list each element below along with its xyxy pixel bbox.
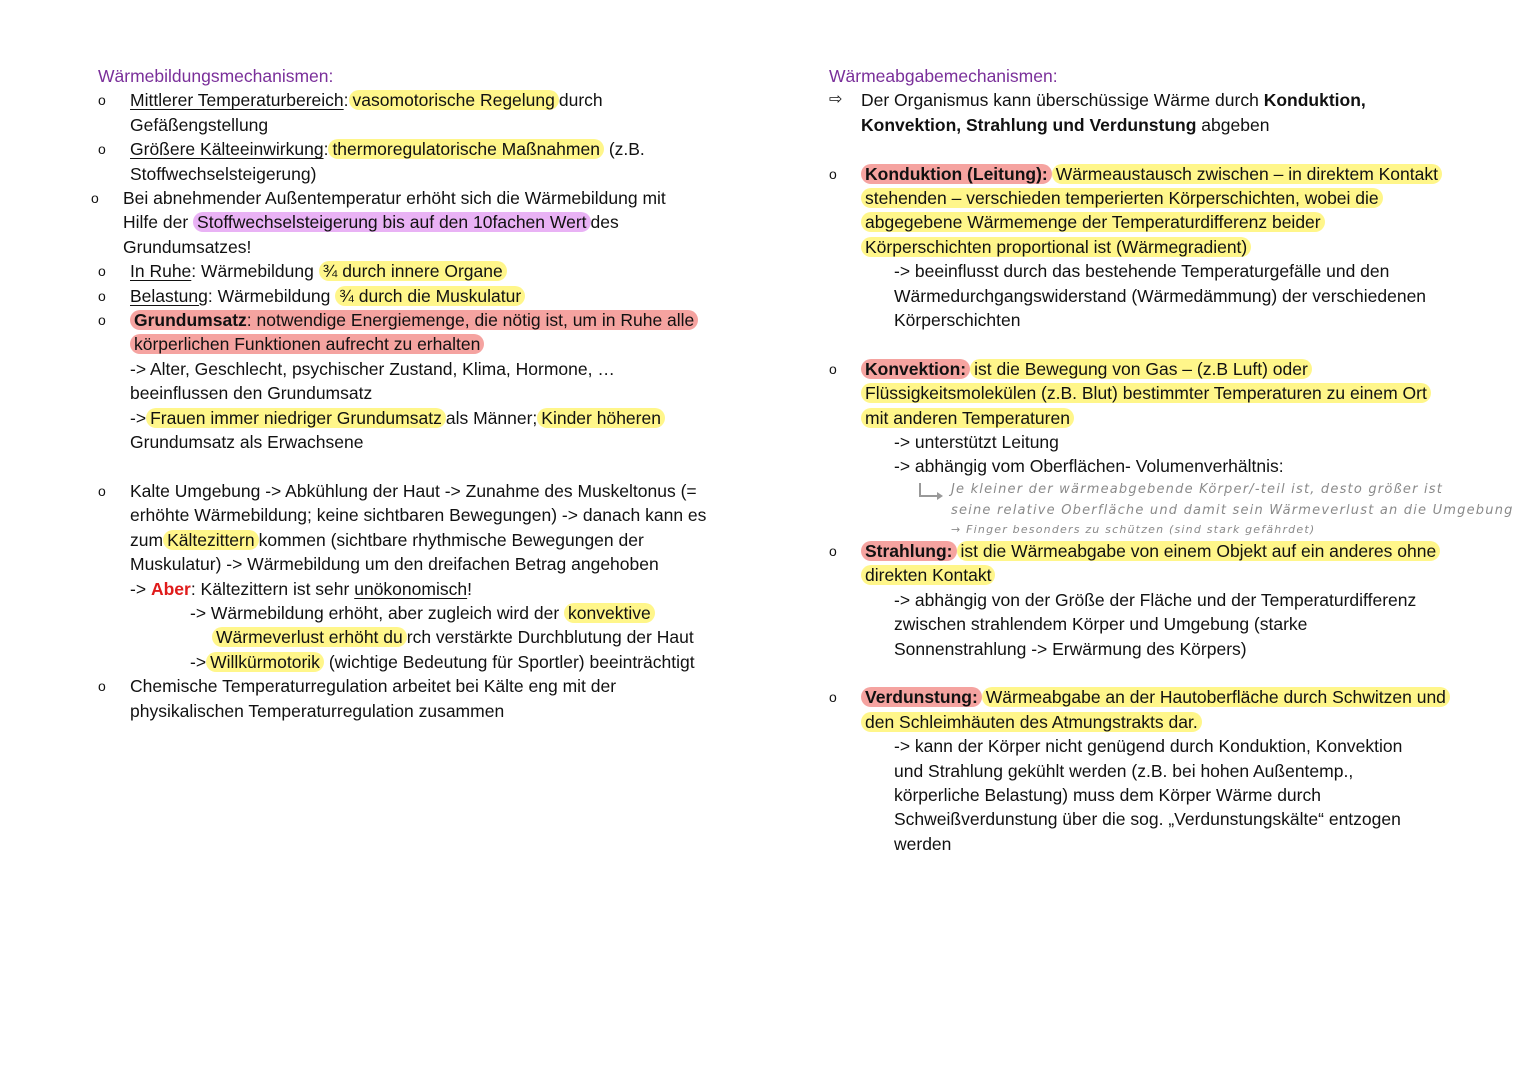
text: ! — [467, 578, 472, 599]
right-column — [829, 64, 1519, 856]
list-item-convection — [829, 357, 1519, 430]
term: Konvektion, Strahlung und Verdunstung — [861, 114, 1197, 135]
list-item-mid-temp — [98, 88, 758, 137]
spacer — [829, 661, 1519, 685]
highlight: abgegebene Wärmemenge der Temperaturdifferenz beider — [861, 212, 1325, 232]
term-highlight-red: Konvektion: — [861, 359, 970, 379]
list-item-cold-environment — [98, 479, 758, 674]
list-item-outside-temp — [91, 186, 758, 259]
hook-arrow-icon — [919, 483, 937, 497]
text: als Männer; — [445, 407, 538, 428]
text: beeinflussen den Grundumsatz — [130, 383, 373, 404]
text: -> kann der Körper nicht genügend durch Konduktion, Konvektion — [894, 736, 1403, 757]
bullet: o — [98, 287, 106, 304]
text: (z.B. — [608, 139, 645, 160]
highlight: mit anderen Temperaturen — [861, 408, 1074, 428]
text: -> Alter, Geschlecht, psychischer Zustand, Klima, Hormone, … — [130, 358, 615, 379]
highlight: direkten Kontakt — [861, 565, 995, 585]
arrow-icon: ⇨ — [829, 91, 843, 109]
term: Mittlerer Temperaturbereich — [130, 90, 344, 111]
text: Hilfe der — [123, 212, 189, 233]
text: durch — [558, 90, 603, 111]
bullet: o — [829, 360, 837, 377]
list-item-rest — [98, 259, 758, 283]
text: Körperschichten — [894, 310, 1021, 331]
bullet: o — [98, 141, 106, 158]
text: : — [343, 90, 349, 111]
text: -> unterstützt Leitung — [894, 432, 1059, 453]
highlight: vasomotorische Regelung — [349, 90, 559, 110]
text: abgeben — [1201, 114, 1270, 135]
text: rch verstärkte Durchblutung der Haut — [406, 627, 694, 648]
highlight: Kältezittern — [163, 530, 259, 550]
highlight: ¾ durch innere Organe — [319, 261, 507, 281]
list-item-chemical — [98, 674, 758, 723]
text: Stoffwechselsteigerung) — [130, 163, 317, 184]
bullet: o — [98, 482, 106, 499]
text: : — [323, 139, 329, 160]
list-item-cold — [98, 137, 758, 186]
text: Bei abnehmender Außentemperatur erhöht sich die Wärmebildung mit — [123, 188, 666, 209]
term: unökonomisch — [354, 578, 468, 599]
highlight: stehenden – verschieden temperierten Körperschichten, wobei die — [861, 188, 1383, 208]
bullet: o — [829, 165, 837, 182]
term: In Ruhe — [130, 261, 192, 282]
text: körperliche Belastung) muss dem Körper Wärme durch — [894, 784, 1321, 805]
text: und Strahlung gekühlt werden (z.B. bei hohen Außentemp., — [894, 760, 1354, 781]
bullet: o — [829, 542, 837, 559]
highlight: Willkürmotorik — [206, 652, 324, 672]
handwritten-text: → Finger besonders zu schützen (sind stark gefährdet) — [951, 522, 1316, 536]
highlight: Körperschichten proportional ist (Wärmegradient) — [861, 237, 1251, 257]
term-highlight-red: Konduktion (Leitung): — [861, 164, 1052, 184]
text: Sonnenstrahlung -> Erwärmung des Körpers) — [894, 638, 1247, 659]
handwritten-text: Je kleiner der wärmeabgebende Körper/-teil ist, desto größer ist — [951, 481, 1444, 497]
text: Muskulatur) -> Wärmebildung um den dreifachen Betrag angehoben — [130, 554, 659, 575]
text: -> — [190, 651, 207, 672]
text: werden — [894, 833, 952, 854]
left-column — [91, 64, 758, 723]
text: -> beeinflusst durch das bestehende Temperaturgefälle und den — [894, 261, 1390, 282]
text: Gefäßengstellung — [130, 114, 269, 135]
highlight-red: körperlichen Funktionen aufrecht zu erhalten — [130, 334, 484, 354]
bullet: o — [829, 689, 837, 706]
text: Wärmedurchgangswiderstand (Wärmedämmung) der verschiedenen — [894, 285, 1427, 306]
text: -> abhängig vom Oberflächen- Volumenverhältnis: — [894, 456, 1284, 477]
term: Grundumsatz — [134, 310, 247, 331]
text: : Kältezittern ist sehr — [190, 578, 350, 599]
text: : Wärmebildung — [207, 285, 331, 306]
list-item-evaporation — [829, 685, 1519, 734]
bullet: o — [91, 190, 99, 207]
highlight-purple: Stoffwechselsteigerung bis auf den 10fachen Wert — [193, 212, 590, 232]
heat-production-heading: Wärmebildungsmechanismen: — [98, 66, 334, 86]
heat-loss-heading: Wärmeabgabemechanismen: — [829, 66, 1058, 86]
text: Schweißverdunstung über die sog. „Verdunstungskälte“ entzogen — [894, 809, 1401, 830]
highlight: Wärmeabgabe an der Hautoberfläche durch Schwitzen und — [982, 687, 1450, 707]
bullet: o — [98, 312, 106, 329]
highlight: ¾ durch die Muskulatur — [335, 286, 525, 306]
text: (wichtige Bedeutung für Sportler) beeinträchtigt — [328, 651, 695, 672]
text: erhöhte Wärmebildung; keine sichtbaren Bewegungen) -> danach kann es — [130, 505, 707, 526]
emphasis-red: Aber — [150, 578, 191, 599]
highlight: Kinder höheren — [537, 408, 665, 428]
highlight: Frauen immer niedriger Grundumsatz — [146, 408, 446, 428]
intro-item — [829, 88, 1519, 137]
list-item-conduction — [829, 162, 1519, 260]
highlight: den Schleimhäuten des Atmungstrakts dar. — [861, 712, 1202, 732]
text: physikalischen Temperaturregulation zusammen — [130, 700, 505, 721]
list-item-radiation — [829, 539, 1519, 588]
list-item-basal-rate — [98, 308, 758, 454]
highlight: ist die Bewegung von Gas – (z.B Luft) oder — [970, 359, 1312, 379]
text: : Wärmebildung — [191, 261, 314, 282]
highlight: Wärmeaustausch zwischen – in direktem Kontakt — [1052, 164, 1442, 184]
bullet: o — [98, 263, 106, 280]
term: Belastung — [130, 285, 208, 306]
text: -> — [130, 578, 147, 599]
text: zum — [130, 529, 164, 550]
highlight: Flüssigkeitsmolekülen (z.B. Blut) bestimmter Temperaturen zu einem Ort — [861, 383, 1431, 403]
term: Größere Kälteeinwirkung — [130, 139, 324, 160]
text: des — [590, 212, 619, 233]
highlight: thermoregulatorische Maßnahmen — [328, 139, 604, 159]
term: Konduktion, — [1263, 90, 1366, 111]
text: Chemische Temperaturregulation arbeitet bei Kälte eng mit der — [130, 676, 617, 697]
text: -> abhängig von der Größe der Fläche und der Temperaturdifferenz — [894, 589, 1417, 610]
highlight: Wärmeverlust erhöht du — [212, 627, 407, 647]
highlight: ist die Wärmeabgabe von einem Objekt auf ein anderes ohne — [957, 541, 1441, 561]
spacer — [829, 137, 1519, 161]
text: -> Wärmebildung erhöht, aber zugleich wird der — [190, 602, 560, 623]
bullet: o — [98, 678, 106, 695]
text: Grundumsatz als Erwachsene — [130, 432, 364, 453]
spacer — [829, 332, 1519, 356]
text: kommen (sichtbare rhythmische Bewegungen der — [258, 529, 644, 550]
term-highlight-red: Verdunstung: — [861, 687, 982, 707]
text: : notwendige Energiemenge, die nötig ist, um in Ruhe alle — [246, 310, 695, 331]
text: Grundumsatzes! — [123, 236, 252, 257]
text: Der Organismus kann überschüssige Wärme durch — [861, 90, 1259, 111]
spacer — [98, 455, 758, 479]
text: Kalte Umgebung -> Abkühlung der Haut -> Zunahme des Muskeltonus (= — [130, 480, 697, 501]
text: -> — [130, 407, 147, 428]
handwritten-note — [829, 479, 1519, 539]
bullet: o — [98, 92, 106, 109]
handwritten-text: seine relative Oberfläche und damit sein Wärmeverlust an die Umgebung — [951, 502, 1514, 518]
highlight: konvektive — [564, 603, 655, 623]
text: zwischen strahlendem Körper und Umgebung (starke — [894, 614, 1308, 635]
list-item-load — [98, 284, 758, 308]
term-highlight-red: Strahlung: — [861, 541, 957, 561]
